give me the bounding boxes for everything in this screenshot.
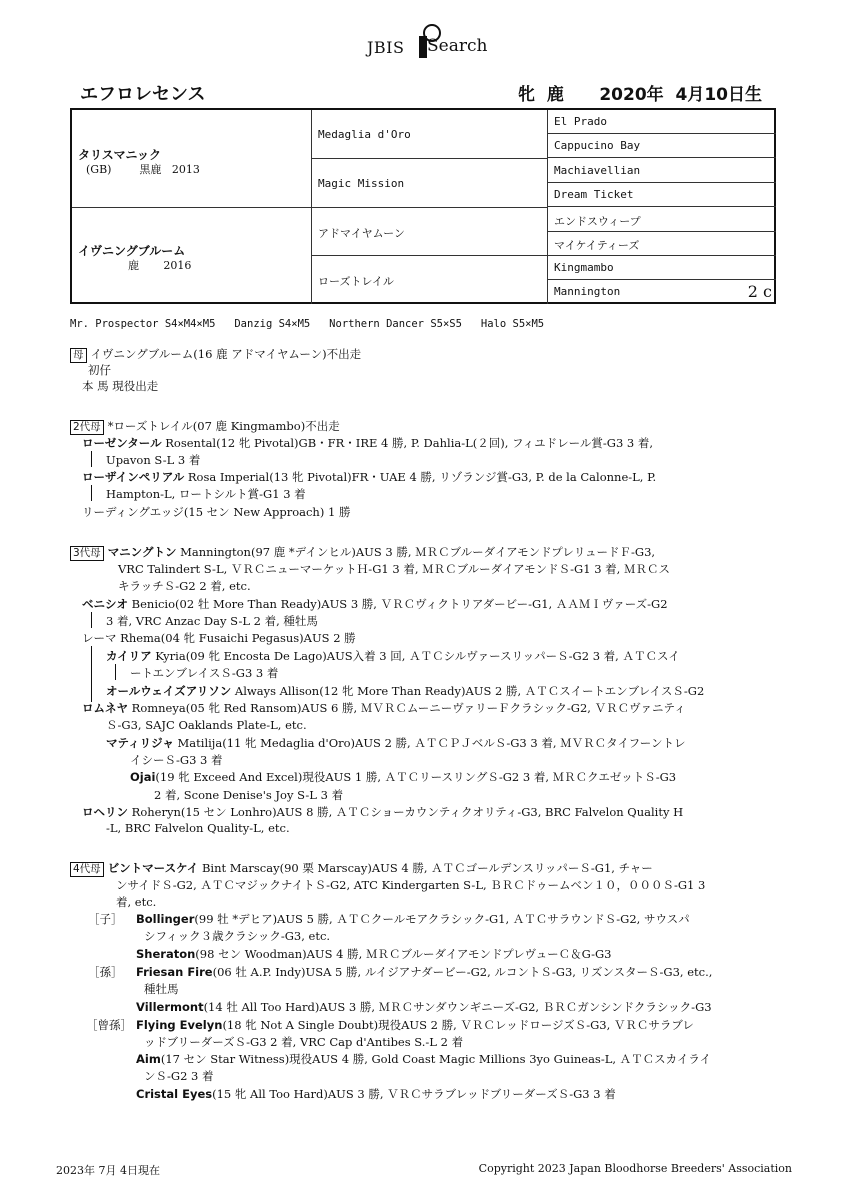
horse-record: (14 牡 All Too Hard)AUS 3 勝, ＭＲＣサンダウンギニーズ-G2, ＢＲＣガンシンドクラシック-G3 xyxy=(203,1000,712,1014)
pedigree-g3-name: El Prado xyxy=(554,115,607,128)
g4-row xyxy=(136,999,712,1015)
pedigree-g2-cell xyxy=(312,110,548,159)
horse-name-bold: Cristal Eyes xyxy=(136,1087,213,1101)
g3-row-cont: -L, BRC Falvelon Quality-L, etc. xyxy=(106,821,290,835)
gen-label-dam: 母 xyxy=(70,348,87,363)
horse-name-bold: ロムネヤ xyxy=(82,701,128,715)
gen-label-g3: 3代母 xyxy=(70,546,104,561)
indent-bar xyxy=(91,612,92,628)
g2-row-cont: Hampton-L, ロートシルト賞-G1 3 着 xyxy=(106,487,306,501)
g3-row-cont: VRC Talindert S-L, ＶＲＣニューマーケットＨ-G1 3 着, ＭＲＣブルーダイアモンドＳ-G1 3 着, ＭＲＣス xyxy=(118,562,670,576)
g3-section-line xyxy=(70,544,655,561)
g4-row-cont: ッドブリーダーズＳ-G3 2 着, VRC Cap d'Antibes S.-L 2 着 xyxy=(144,1035,464,1049)
dam-name: イヴニングブルーム xyxy=(78,244,186,258)
pedigree-g2-name: ローズトレイル xyxy=(318,275,394,288)
g3-row xyxy=(106,683,704,699)
horse-record: Matilija(11 牝 Medaglia d'Oro)AUS 2 勝, ＡＴＣＰＪベルＳ-G3 3 着, ＭＶＲＣタイフーントレ xyxy=(173,736,686,750)
pedigree-g3-name: Cappucino Bay xyxy=(554,139,641,152)
horse-name-bold: Bollinger xyxy=(136,912,195,926)
horse-record: Mannington(97 鹿 *デインヒル)AUS 3 勝, ＭＲＣブルーダイアモンドプレリュードＦ-G3, xyxy=(176,545,656,559)
horse-name-bold: カイリア xyxy=(106,649,152,663)
pedigree-g3-name: Mannington xyxy=(554,285,621,298)
sire-info: (GB) 黒鹿 2013 xyxy=(86,163,200,176)
pedigree-g3-cell xyxy=(548,232,776,256)
horse-record: Always Allison(12 牝 More Than Ready)AUS 2 勝, ＡＴＣスイートエンブレイスＳ-G2 xyxy=(231,684,705,698)
pedigree-g3-cell xyxy=(548,208,776,232)
horse-record: Romneya(05 牝 Red Ransom)AUS 6 勝, ＭＶＲＣムーニーヴァリーＦクラシック-G2, ＶＲＣヴァニティ xyxy=(128,701,686,715)
pedigree-g3-cell xyxy=(548,134,776,158)
g3-row xyxy=(82,804,683,820)
g4-row xyxy=(136,1086,616,1102)
tag-grandchild: ［孫］ xyxy=(88,965,123,979)
pedigree-g3-cell xyxy=(548,110,776,134)
g3-row xyxy=(82,700,686,716)
horse-name-bold: Friesan Fire xyxy=(136,965,213,979)
gen-label-g4: 4代母 xyxy=(70,862,104,877)
horse-name-bold: Villermont xyxy=(136,1000,204,1014)
g4-row-cont: ンＳ-G2 3 着 xyxy=(144,1069,214,1083)
horse-record: Benicio(02 牡 More Than Ready)AUS 3 勝, ＶＲＣヴィクトリアダービー-G1, ＡＡＭＩヴァーズ-G2 xyxy=(128,597,668,611)
dam-section-line1 xyxy=(70,346,361,363)
g4-row-cont: シフィック３歳クラシック-G3, etc. xyxy=(144,929,331,943)
pedigree-g3-name: Machiavellian xyxy=(554,164,641,177)
pedigree-g2-name: Medaglia d'Oro xyxy=(318,128,411,141)
horse-record: (18 牝 Not A Single Doubt)現役AUS 2 勝, ＶＲＣレッドロージズＳ-G3, ＶＲＣサラブレ xyxy=(222,1018,694,1032)
horse-name-bold: マニングトン xyxy=(107,545,177,559)
g2-row-cont: Upavon S-L 3 着 xyxy=(106,453,201,467)
horse-record: (98 セン Woodman)AUS 4 勝, ＭＲＣブルーダイアモンドプレヴューＣ＆G-G3 xyxy=(195,947,612,961)
g4-row xyxy=(136,911,690,927)
horse-name-bold: ローゼンタール xyxy=(82,436,162,450)
g2-row: リーディングエッジ(15 セン New Approach) 1 勝 xyxy=(82,505,351,519)
horse-record: Rosental(12 牝 Pivotal)GB・FR・IRE 4 勝, P. Dahlia-L(２回), フィユドレール賞-G3 3 着, xyxy=(161,436,654,450)
g3-row xyxy=(106,648,680,664)
g3-row xyxy=(82,596,668,612)
pedigree-g2-cell xyxy=(312,256,548,304)
logo-text-search: Search xyxy=(427,36,488,56)
g4-row-cont: 種牡馬 xyxy=(144,982,179,996)
pedigree-g3-cell xyxy=(548,256,776,280)
dam-section-line3: 本 馬 現役出走 xyxy=(82,379,159,393)
g3-row-cont: 3 着, VRC Anzac Day S-L 2 着, 種牡馬 xyxy=(106,614,318,628)
logo-bar-icon xyxy=(419,36,427,58)
horse-name-bold: オールウェイズアリソン xyxy=(106,684,232,698)
g2-section-line xyxy=(70,418,340,435)
horse-info: 牝 鹿 2020年 4月10日生 xyxy=(518,85,762,105)
g3-row-cont: Ｓ-G3, SAJC Oaklands Plate-L, etc. xyxy=(106,718,307,732)
g3-row-cont: 2 着, Scone Denise's Joy S-L 3 着 xyxy=(154,788,344,802)
horse-name-bold: Flying Evelyn xyxy=(136,1018,223,1032)
gen-label-g2: 2代母 xyxy=(70,420,104,435)
indent-bar xyxy=(115,664,116,680)
g4-section-line xyxy=(70,860,653,877)
g2-row xyxy=(82,469,656,485)
pedigree-g3-name: エンドスウィープ xyxy=(554,215,641,228)
pedigree-g3-name: Dream Ticket xyxy=(554,188,634,201)
jbis-search-logo xyxy=(367,18,507,58)
dam-info: 鹿 2016 xyxy=(86,259,192,272)
tag-child: ［子］ xyxy=(88,912,123,926)
g4-row xyxy=(136,964,712,980)
pedigree-g2-cell xyxy=(312,159,548,208)
inbreeding-crosses: Mr. Prospector S4×M4×M5 Danzig S4×M5 Northern Dancer S5×S5 Halo S5×M5 xyxy=(70,318,545,330)
g3-row-cont: ートエンブレイスＳ-G3 3 着 xyxy=(130,666,279,680)
pedigree-g3-name: Kingmambo xyxy=(554,261,614,274)
g4-row-cont: ンサイドＳ-G2, ＡＴＣマジックナイトＳ-G2, ATC Kindergarten S-L, ＢＲＣドゥームベン１０，０００Ｓ-G1 3 xyxy=(116,878,706,892)
g3-row xyxy=(106,735,686,751)
horse-record: (19 牝 Exceed And Excel)現役AUS 1 勝, ＡＴＣリースリングＳ-G2 3 着, ＭＲＣクエゼットＳ-G3 xyxy=(155,770,677,784)
dam-cell xyxy=(72,208,312,304)
pedigree-g3-cell xyxy=(548,280,776,304)
horse-name-bold: ローザインペリアル xyxy=(82,470,185,484)
indent-bar xyxy=(91,646,92,702)
horse-name-bold: ビントマースケイ xyxy=(107,861,199,875)
pedigree-table xyxy=(70,108,776,304)
pedigree-g2-name: Magic Mission xyxy=(318,177,405,190)
horse-name-bold: マティリジャ xyxy=(106,736,174,750)
footer-copyright: Copyright 2023 Japan Bloodhorse Breeders' Association xyxy=(478,1162,792,1175)
g2-row xyxy=(82,435,653,451)
logo-text-jbis: JBIS xyxy=(367,38,405,57)
indent-bar xyxy=(91,451,92,467)
horse-name-bold: ベニシオ xyxy=(82,597,128,611)
pedigree-g3-cell xyxy=(548,159,776,183)
horse-record: (99 牡 *デヒア)AUS 5 勝, ＡＴＣクールモアクラシック-G1, ＡＴＣサラウンドＳ-G2, サウスパ xyxy=(194,912,690,926)
pedigree-g3-name: マイケイティーズ xyxy=(554,239,640,252)
horse-record: Kyria(09 牝 Encosta De Lago)AUS入着 3 回, ＡＴＣシルヴァースリッパーＳ-G2 3 着, ＡＴＣスイ xyxy=(151,649,680,663)
horse-record: Bint Marscay(90 栗 Marscay)AUS 4 勝, ＡＴＣゴールデンスリッパーＳ-G1, チャー xyxy=(198,861,653,875)
g4-row xyxy=(136,1051,711,1067)
dam-section-line2: 初仔 xyxy=(88,363,111,377)
horse-name: エフロレセンス xyxy=(80,84,206,105)
horse-record: (17 セン Star Witness)現役AUS 4 勝, Gold Coast Magic Millions 3yo Guineas-L, ＡＴＣスカイライ xyxy=(160,1052,711,1066)
g4-row-cont: 着, etc. xyxy=(116,895,157,909)
pedigree-g2-name: アドマイヤムーン xyxy=(318,227,405,240)
g3-row xyxy=(130,769,676,785)
g3-row-cont: キラッチＳ-G2 2 着, etc. xyxy=(118,579,251,593)
horse-name-bold: Aim xyxy=(136,1052,161,1066)
indent-bar xyxy=(91,485,92,501)
horse-record: (06 牡 A.P. Indy)USA 5 勝, ルイジアナダービー-G2, ルコントＳ-G3, リズンスターＳ-G3, etc., xyxy=(212,965,713,979)
tag-great-grandchild: ［曾孫］ xyxy=(86,1018,132,1032)
g2-section-text: *ローズトレイル(07 鹿 Kingmambo)不出走 xyxy=(107,419,340,433)
g4-row xyxy=(136,1017,694,1033)
sire-name: タリスマニック xyxy=(78,148,162,162)
dam-section-text: イヴニングブルーム(16 鹿 アドマイヤムーン)不出走 xyxy=(90,347,362,361)
footer-date: 2023年 7月 4日現在 xyxy=(56,1164,160,1177)
horse-name-bold: Sheraton xyxy=(136,947,196,961)
horse-name-bold: Ojai xyxy=(130,770,156,784)
pedigree-g3-cell xyxy=(548,183,776,207)
g3-row-cont: イシーＳ-G3 3 着 xyxy=(130,753,223,767)
horse-name-bold: ロヘリン xyxy=(82,805,128,819)
horse-record: (15 牝 All Too Hard)AUS 3 勝, ＶＲＣサラブレッドブリーダーズＳ-G3 3 着 xyxy=(212,1087,616,1101)
inbreed-mark: 2 c xyxy=(747,282,772,301)
horse-record: Roheryn(15 セン Lonhro)AUS 8 勝, ＡＴＣショーカウンティクオリティ-G3, BRC Falvelon Quality H xyxy=(128,805,684,819)
horse-record: Rosa Imperial(13 牝 Pivotal)FR・UAE 4 勝, リゾランジ賞-G3, P. de la Calonne-L, P. xyxy=(184,470,657,484)
sire-cell xyxy=(72,110,312,208)
pedigree-g2-cell xyxy=(312,208,548,256)
g4-row xyxy=(136,946,611,962)
g3-row: レーマ Rhema(04 牝 Fusaichi Pegasus)AUS 2 勝 xyxy=(82,631,356,645)
